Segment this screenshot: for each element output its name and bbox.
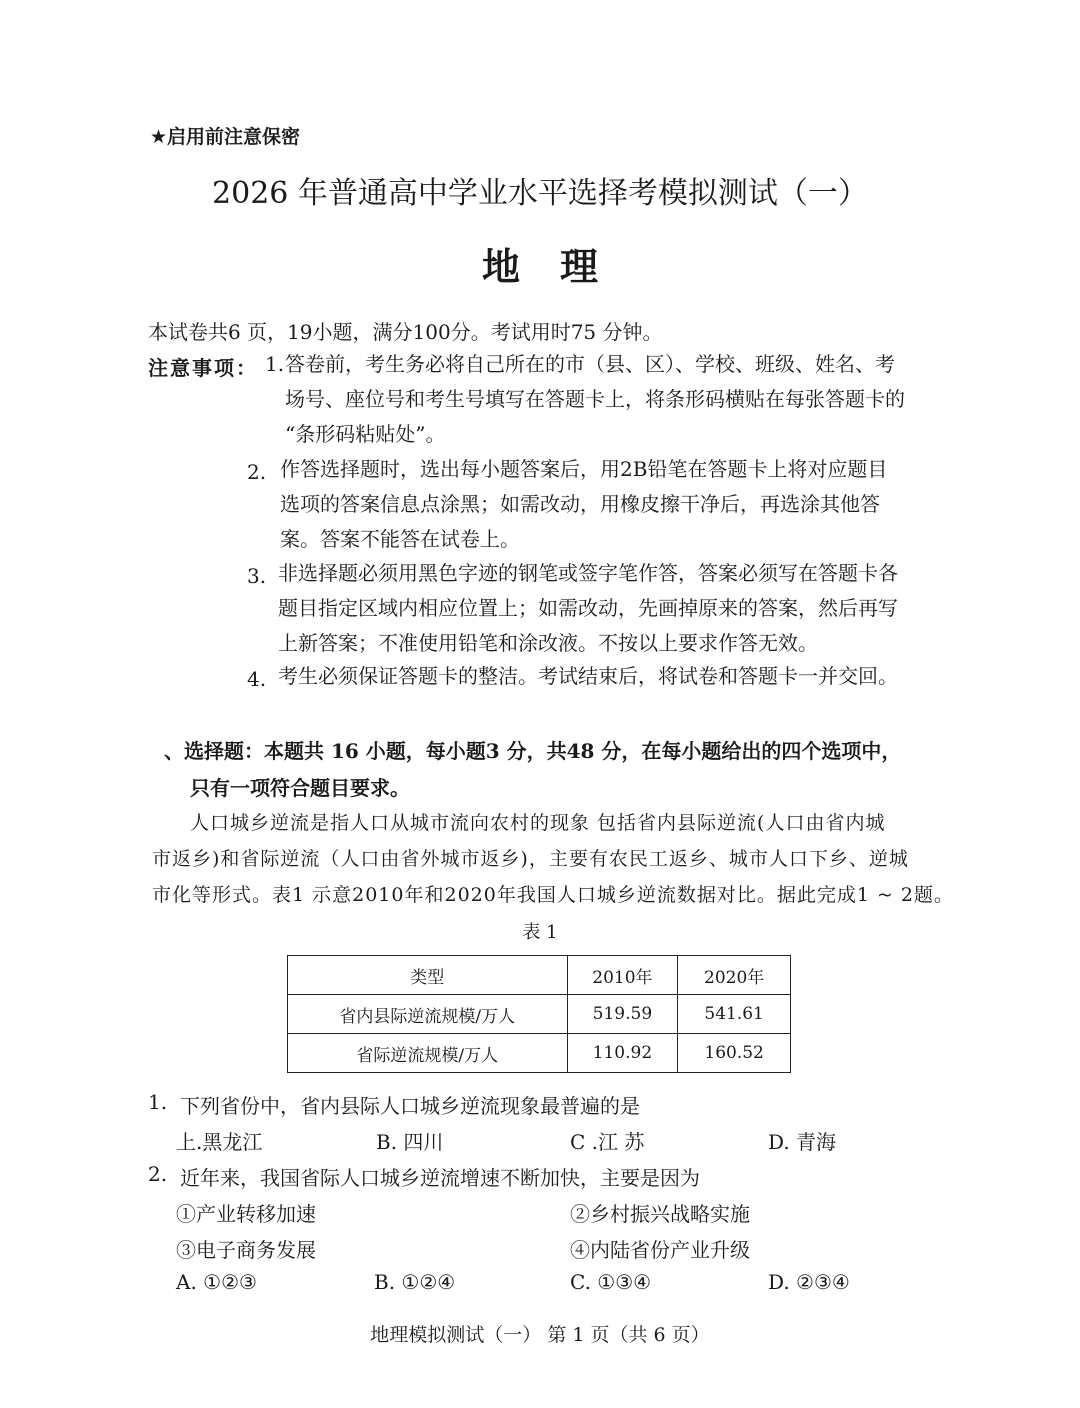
notice-item-2-line: 作答选择题时，选出每小题答案后，用2B铅笔在答题卡上将对应题目	[280, 457, 888, 481]
table-cell: 省内县际逆流规模/万人	[288, 995, 568, 1034]
question-1-stem: 下列省份中，省内县际人口城乡逆流现象最普遍的是	[180, 1094, 640, 1118]
notice-item-1	[285, 347, 905, 452]
notice-item-4	[278, 659, 898, 694]
notice-item-3-line: 非选择题必须用黑色字迹的钢笔或签字笔作答，答案必须写在答题卡各	[278, 561, 898, 585]
question-2-stem: 近年来，我国省际人口城乡逆流增速不断加快，主要是因为	[180, 1166, 700, 1190]
notice-item-2	[280, 452, 887, 557]
question-2-option-c: C. ①③④	[570, 1270, 652, 1294]
exam-intro: 本试卷共6 页，19小题，满分100分。考试用时75 分钟。	[148, 320, 663, 344]
passage-line-1: 人口城乡逆流是指人口从城市流向农村的现象 包括省内县际逆流(人口由省内城	[190, 812, 886, 834]
notice-item-2-line: 选项的答案信息点涂黑；如需改动，用橡皮擦干净后，再选涂其他答	[280, 492, 880, 516]
notice-item-3	[278, 556, 898, 661]
table-cell: 省际逆流规模/万人	[288, 1034, 568, 1073]
question-1-option-c: C .江 苏	[570, 1130, 645, 1154]
table-header-row	[288, 956, 791, 995]
question-2-option-d: D. ②③④	[768, 1270, 850, 1294]
notice-item-4-line: 考生必须保证答题卡的整洁。考试结束后，将试卷和答题卡一并交回。	[278, 664, 898, 688]
question-1-number: 1.	[148, 1090, 168, 1114]
table-cell: 110.92	[567, 1034, 678, 1073]
notice-item-1-number: 1.	[265, 352, 285, 376]
notice-item-2-line: 案。答案不能答在试卷上。	[280, 527, 520, 551]
exam-title: 2026 年普通高中学业水平选择考模拟测试（一）	[212, 176, 868, 211]
table-header-cell: 2010年	[567, 956, 678, 995]
section-header-line-2: 只有一项符合题目要求。	[190, 776, 410, 800]
question-2-number: 2.	[148, 1162, 168, 1186]
question-2-option-a: A. ①②③	[176, 1270, 257, 1294]
table-row	[288, 1034, 791, 1073]
question-1-option-d: D. 青海	[768, 1130, 837, 1154]
page-footer: 地理模拟测试（一） 第 1 页（共 6 页）	[370, 1324, 710, 1346]
table-header-cell: 类型	[288, 956, 568, 995]
table-cell: 541.61	[678, 995, 791, 1034]
confidential-notice: ★启用前注意保密	[150, 126, 301, 148]
notice-item-4-number: 4.	[247, 667, 267, 691]
notice-item-1-line: “条形码粘贴处”。	[285, 422, 446, 446]
notice-item-2-number: 2.	[247, 460, 267, 484]
question-2-item-3: ③电子商务发展	[176, 1238, 316, 1262]
table-cell: 519.59	[567, 995, 678, 1034]
table-header-cell: 2020年	[678, 956, 791, 995]
notice-item-3-line: 题目指定区域内相应位置上；如需改动，先画掉原来的答案，然后再写	[278, 596, 898, 620]
question-2-option-b: B. ①②④	[374, 1270, 456, 1294]
table-caption: 表 1	[522, 922, 558, 943]
passage-line-3: 市化等形式。表1 示意2010年和2020年我国人口城乡逆流数据对比。据此完成1 ~ 2题。	[152, 884, 955, 906]
data-table	[287, 955, 791, 1073]
notice-label: 注意事项：	[148, 356, 258, 380]
table-cell: 160.52	[678, 1034, 791, 1073]
notice-item-3-number: 3.	[247, 564, 267, 588]
notice-item-3-line: 上新答案；不准使用铅笔和涂改液。不按以上要求作答无效。	[278, 631, 818, 655]
question-2-item-1: ①产业转移加速	[176, 1202, 316, 1226]
section-header-line-1: 、选择题：本题共 16 小题，每小题3 分，共48 分，在每小题给出的四个选项中，	[164, 739, 902, 763]
table-row	[288, 995, 791, 1034]
question-2-item-2: ②乡村振兴战略实施	[570, 1202, 750, 1226]
question-1-option-a: 上.黑龙江	[176, 1130, 263, 1154]
passage-line-2: 市返乡)和省际逆流（人口由省外城市返乡)，主要有农民工返乡、城市人口下乡、逆城	[152, 848, 909, 870]
notice-item-1-line: 场号、座位号和考生号填写在答题卡上，将条形码横贴在每张答题卡的	[285, 387, 905, 411]
notice-item-1-line: 答卷前，考生务必将自己所在的市（县、区）、学校、班级、姓名、考	[285, 352, 895, 376]
question-1-option-b: B. 四川	[376, 1130, 444, 1154]
subject-title: 地理	[481, 244, 638, 289]
question-2-item-4: ④内陆省份产业升级	[570, 1238, 750, 1262]
